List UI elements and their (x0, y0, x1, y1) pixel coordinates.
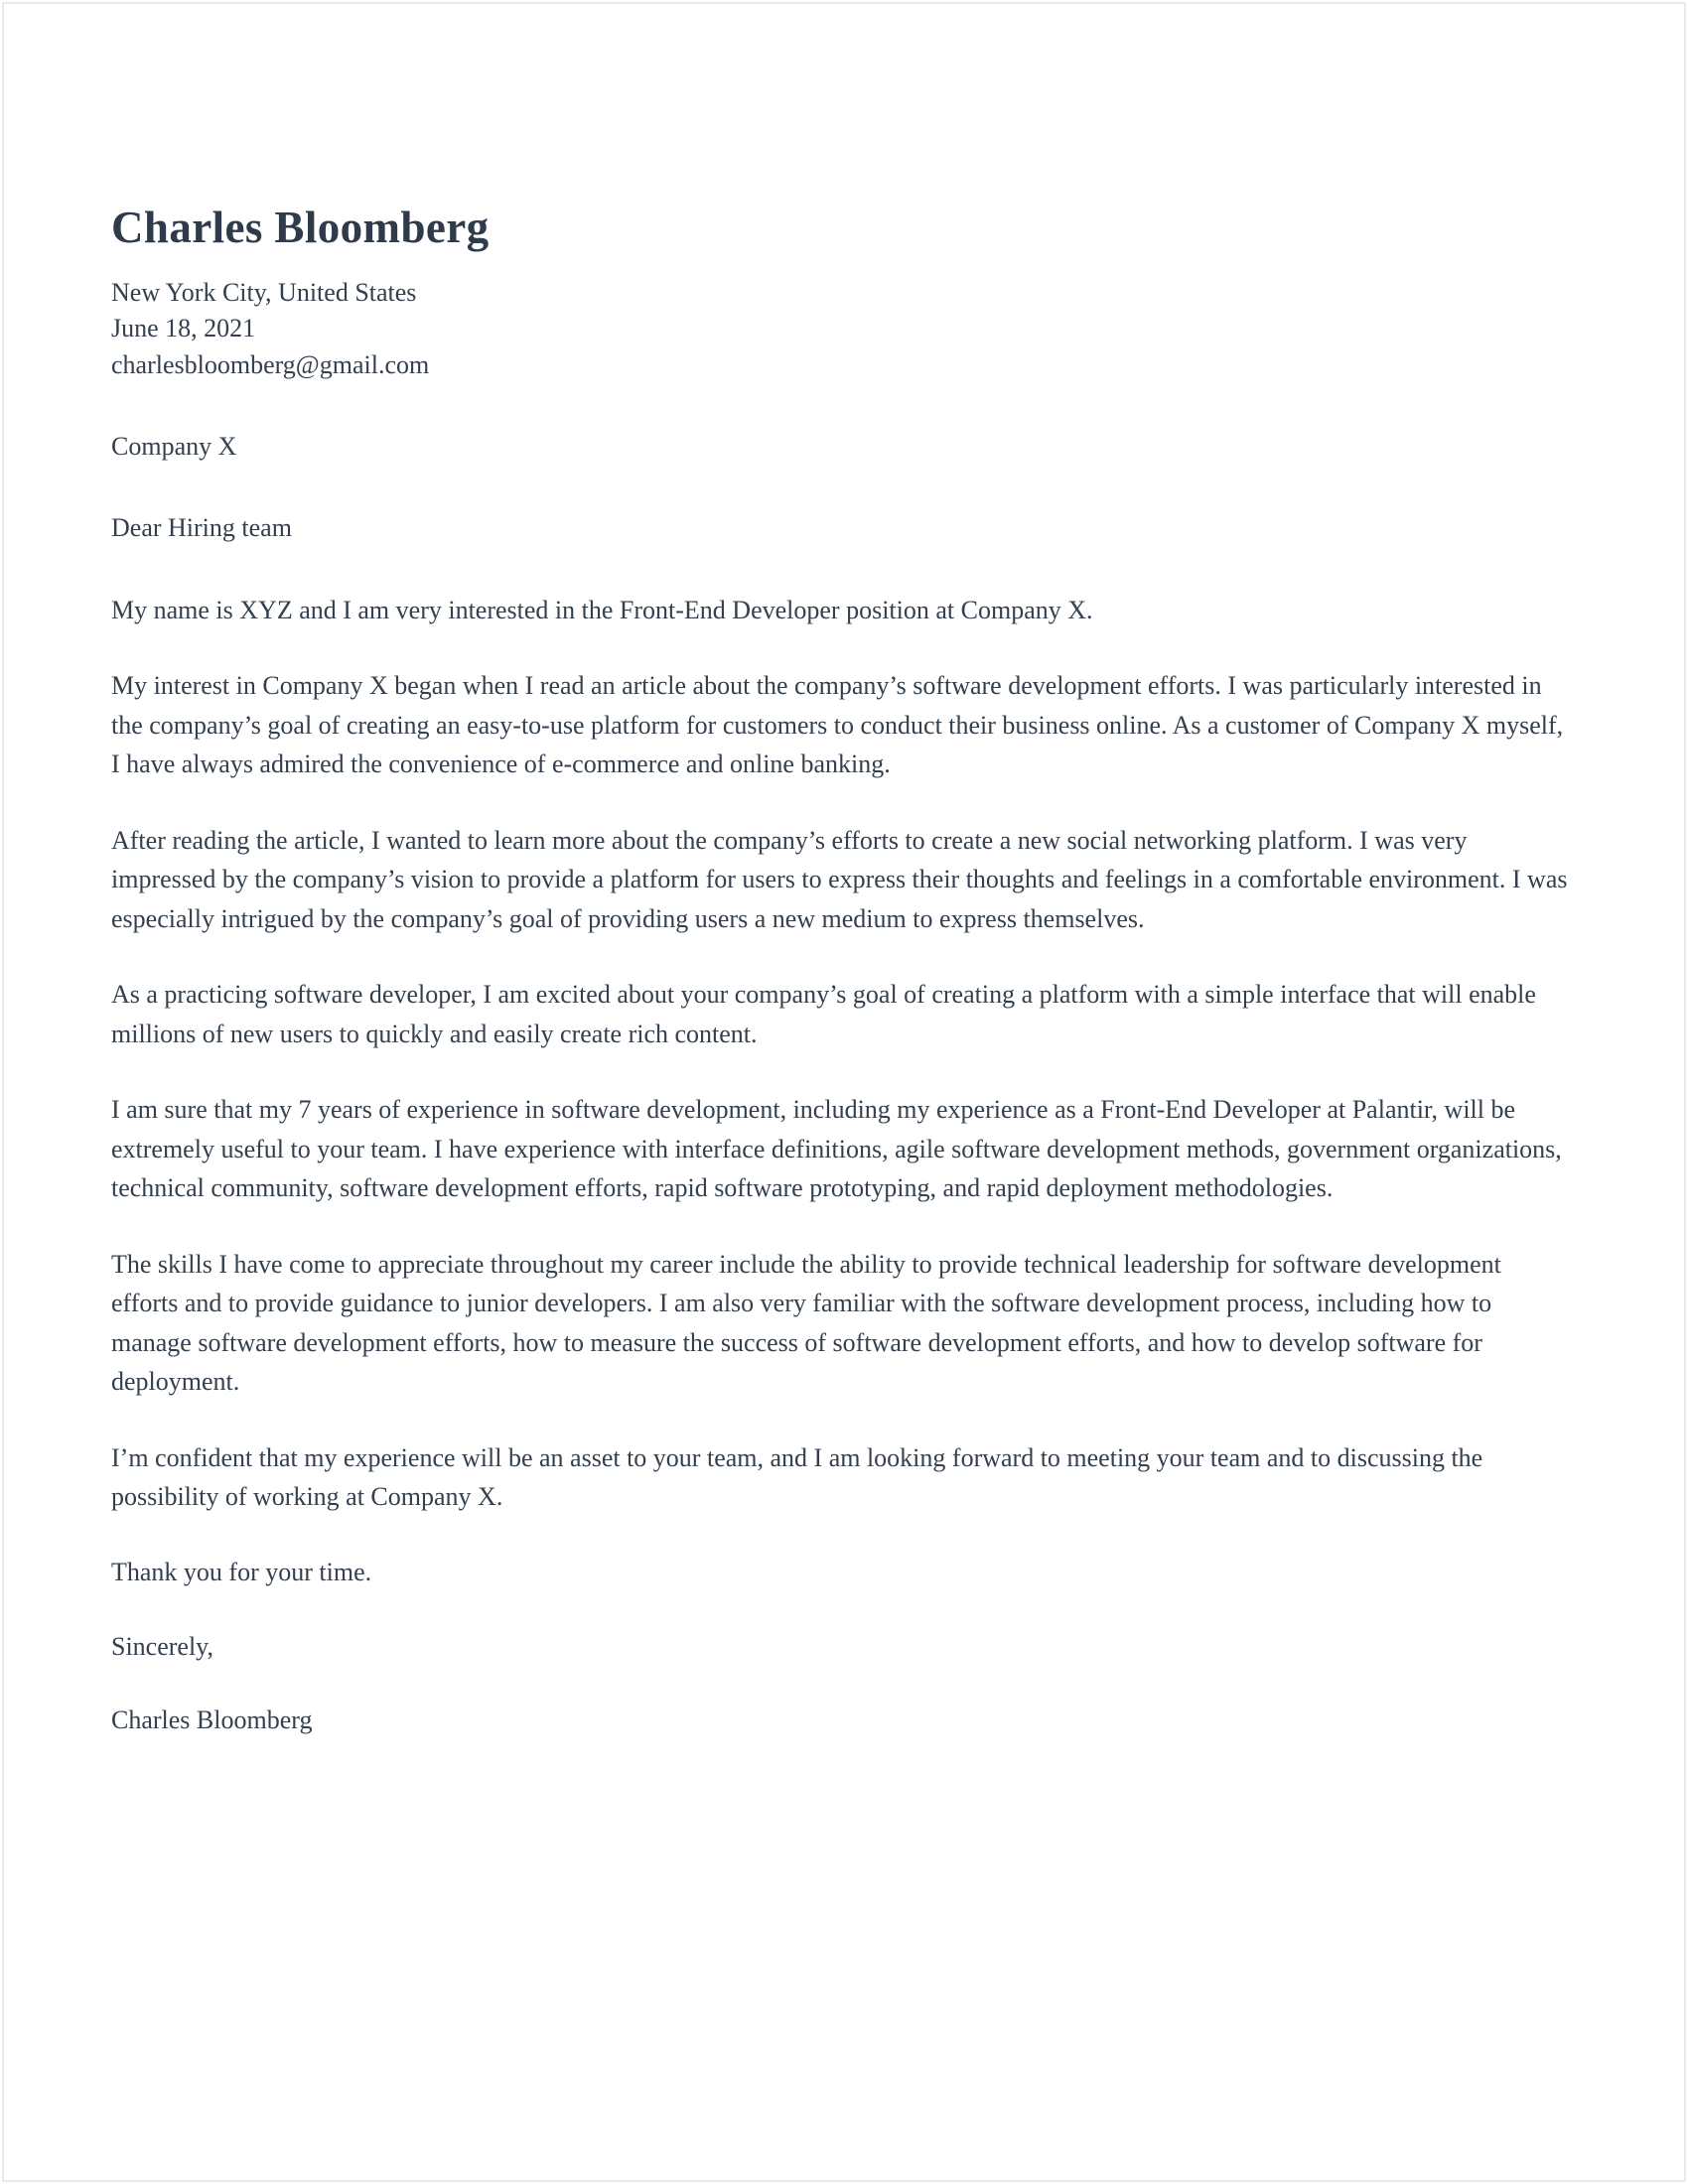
contact-email: charlesbloomberg@gmail.com (111, 350, 430, 380)
contact-block (111, 275, 1573, 385)
body-paragraph: As a practicing software developer, I am excited about your company’s goal of creating a platform with a simple interface that will enable millions of new users to quickly and easily create rich content. (111, 980, 1536, 1048)
signature-name: Charles Bloomberg (111, 1706, 313, 1735)
body-paragraph: I’m confident that my experience will be an asset to your team, and I am looking forward to meeting your team and to discussing the possibility of working at Company X. (111, 1442, 1483, 1512)
closing-thanks: Thank you for your time. (111, 1557, 372, 1586)
letter-body (111, 204, 1573, 1739)
body-paragraph: After reading the article, I wanted to learn more about the company’s efforts to create a new social networking platform. I was very impressed by the company’s vision to provide a platform for users to express their thoughts and feelings in a comfortable environment. I was especially intrigued by the company’s goal of providing users a new medium to express themselves. (111, 825, 1568, 933)
contact-date: June 18, 2021 (111, 314, 256, 343)
salutation: Dear Hiring team (111, 512, 292, 542)
closing-signoff: Sincerely, (111, 1631, 213, 1661)
body-paragraph: My name is XYZ and I am very interested in the Front-End Developer position at Company X. (111, 595, 1093, 624)
recipient-company: Company X (111, 432, 237, 462)
page-title: Charles Bloomberg (111, 203, 490, 252)
body-paragraph: My interest in Company X began when I read an article about the company’s software development efforts. I was particularly interested in the company’s goal of creating an easy-to-use platform for customers to conduct their business online. As a customer of Company X myself, I have always admired the convenience of e-commerce and online banking. (111, 671, 1564, 779)
body-paragraph: The skills I have come to appreciate throughout my career include the ability to provide technical leadership for software development efforts and to provide guidance to junior developers. I am also very familiar with the software development process, including how to manage software development efforts, how to measure the success of software development efforts, and how to develop software for deployment. (111, 1249, 1501, 1397)
body-paragraph: I am sure that my 7 years of experience in software development, including my experience as a Front-End Developer at Palantir, will be extremely useful to your team. I have experience with interface definitions, agile software development methods, government organizations, technical community, software development efforts, rapid software prototyping, and rapid deployment methodologies. (111, 1095, 1562, 1203)
contact-location: New York City, United States (111, 277, 417, 307)
